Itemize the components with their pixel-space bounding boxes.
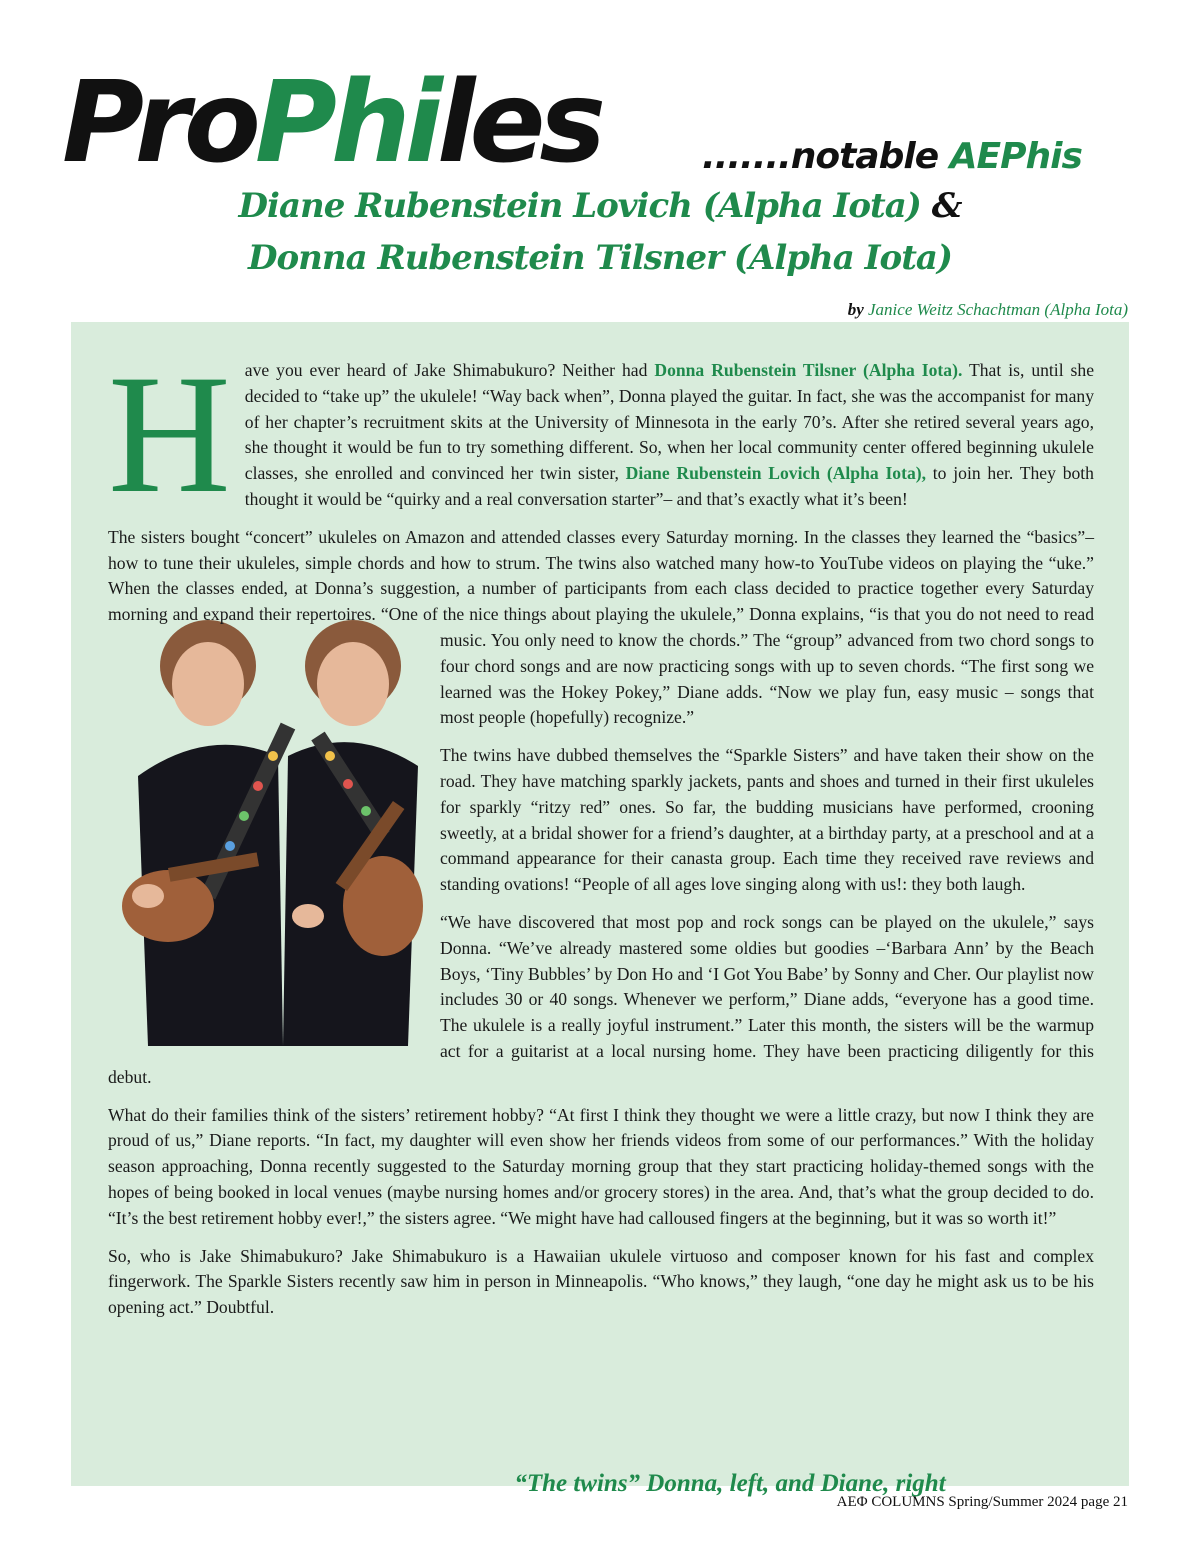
p1-text-b: That is, until she decided to “take up” the ukulele! “Way back when”, Donna played the guitar. In fact, she was the accompanist for many of her chapter’s recruitment skits at the University of Minnesota in the early 70’s. After she retired several years ago, she thought it would be fun to try something different. So, when her local community center offered beginning ukulele classes, she enrolled and convinced her twin sister, <box>244 360 1095 484</box>
subtitle-ampersand: & <box>931 186 962 226</box>
article-body <box>108 340 1095 1333</box>
subtitle-line-2 <box>0 238 1200 278</box>
paragraph-5: What do their families think of the sisters’ retirement hobby? “At first I think they thought we were a little crazy, but now I think they are proud of us,” Diane reports. “In fact, my daughter will even show her friends videos from some of our performances.” With the holiday season approaching, Donna recently suggested to the Saturday morning group that they start practicing holiday-themed songs with the hopes of being booked in local venues (maybe nursing homes and/or grocery stores) in the area. And, that’s what the group decided to do. “It’s the best retirement hobby ever!,” the sisters agree. “We might have had calloused fingers at the beginning, but it was so worth it!” <box>108 1104 1094 1228</box>
p1-text-c: to join her. They both thought it would be “quirky and a real conversation starter”– and that’s exactly what it’s been! <box>244 463 1094 509</box>
highlight-donna: Donna Rubenstein Tilsner (Alpha Iota). <box>654 360 963 380</box>
subtitle-name-diane: Diane Rubenstein Lovich (Alpha Iota) <box>238 186 921 226</box>
byline-by: by <box>847 300 864 319</box>
p2-text-b: ukulele,” Donna explains, “is that you do not need to read music. You only need to know the chords.” The “group” advanced from two chord songs to four chord songs and are now practicing songs with up to seven chords. “The first song we learned was the Hokey Pokey,” Diane adds. “Now we play fun, easy music – songs that most people (hopefully) recognize.” <box>440 604 1094 728</box>
paragraph-2 <box>108 525 1094 731</box>
twins-photo-illustration <box>108 606 426 1046</box>
twins-photo <box>108 606 426 1046</box>
tagline-dots: ....... <box>702 136 791 177</box>
photo-caption: “The twins” Donna, left, and Diane, right <box>514 1470 946 1497</box>
p2-text-a: The sisters bought “concert” ukuleles on Amazon and attended classes every Saturday morning. In the classes they learned the “basics”– how to tune their ukuleles, simple chords and how to strum. The twins also watched many how-to YouTube videos on playing the “uke.” When the classes ended, at Donna’s suggestion, a number of participants from each class decided to practice together every Saturday morning and expand their repertoires. “One of the nice things about playing the <box>108 526 1094 625</box>
paragraph-1 <box>108 340 1095 528</box>
drop-cap: H <box>108 340 231 528</box>
page-footer: AEΦ COLUMNS Spring/Summer 2024 page 21 <box>836 1494 1128 1510</box>
logo-les: les <box>437 58 601 188</box>
paragraph-6: So, who is Jake Shimabukuro? Jake Shimabukuro is a Hawaiian ukulele virtuoso and composer known for his fast and complex fingerwork. The Sparkle Sisters recently saw him in person in Minneapolis. “Who knows,” they laugh, “one day he might ask us to be his opening act.” Doubtful. <box>108 1245 1094 1318</box>
subtitle-name-donna: Donna Rubenstein Tilsner (Alpha Iota) <box>247 238 953 278</box>
p1-text-a: ave you ever heard of Jake Shimabukuro? Neither had <box>244 360 655 380</box>
face-left <box>172 642 244 726</box>
byline <box>848 300 1128 320</box>
paragraph-3: The twins have dubbed themselves the “Sparkle Sisters” and have taken their show on the road. They have matching sparkly jackets, pants and shoes and turned in their first ukuleles for sparkly “ritzy red” ones. So far, the budding musicians have performed, crooning sweetly, at a bridal shower for a friend’s daughter, at a birthday party, at a preschool and at a command appearance for their canasta group. Each time they received rave reviews and standing ovations! “People of all ages love singing along with us!: they both laugh. <box>440 745 1094 895</box>
logo-phi: Phi <box>254 58 438 188</box>
prophiles-logo <box>62 58 600 188</box>
tagline <box>702 136 1082 177</box>
face-right <box>317 642 389 726</box>
paragraph-4: “We have discovered that most pop and rock songs can be played on the ukulele,” says Donna. “We’ve already mastered some oldies but goodies –‘Barbara Ann’ by the Beach Boys, ‘Tiny Bubbles’ by Don Ho and ‘I Got You Babe’ by Sonny and Cher. Our playlist now includes 30 or 40 songs. Whenever we perform,” Diane adds, “everyone has a good time. The ukulele is a really joyful instrument.” Later this month, the sisters will be the warmup act for a guitarist at a local nursing home. They have been practicing diligently for this debut. <box>108 911 1094 1087</box>
subtitle-line-1 <box>0 186 1200 226</box>
highlight-diane: Diane Rubenstein Lovich (Alpha Iota), <box>625 463 927 484</box>
byline-author: Janice Weitz Schachtman (Alpha Iota) <box>868 300 1128 319</box>
masthead <box>62 58 1152 188</box>
tagline-aephis: AEPhis <box>949 136 1082 177</box>
logo-pro: Pro <box>62 58 255 188</box>
ukulele-left <box>122 870 214 942</box>
tagline-notable: notable <box>790 136 939 177</box>
